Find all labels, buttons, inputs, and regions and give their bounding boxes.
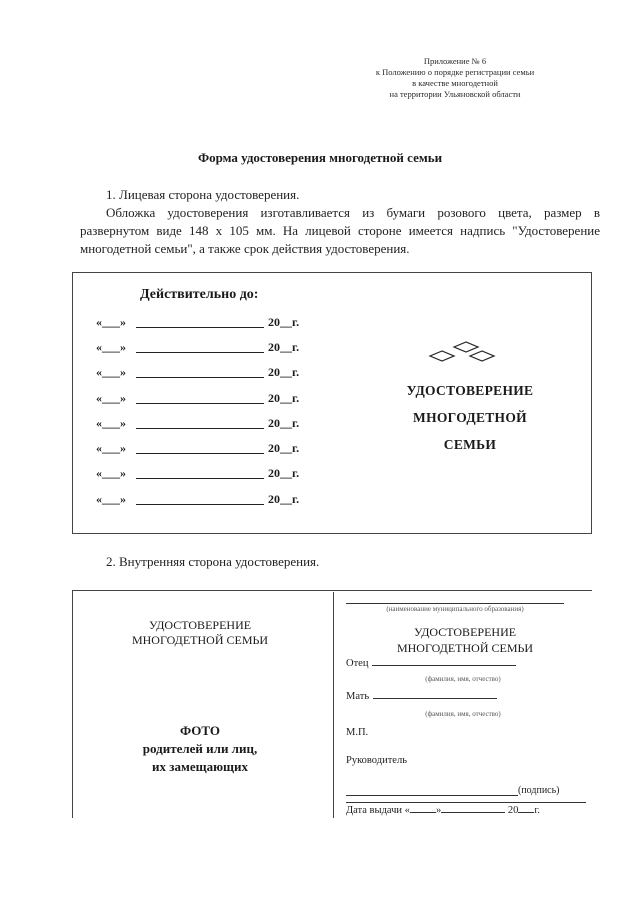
diamond-ornament-icon [420,340,500,370]
appendix-line: к Положению о порядке регистрации семьи [375,67,535,77]
mother-line [373,690,497,699]
inner-right-title-line: УДОСТОВЕРЕНИЕ [413,625,517,639]
cover-title-line: УДОСТОВЕРЕНИЕ [406,383,534,398]
validity-day: «___» [96,365,126,379]
inner-left-title-line: УДОСТОВЕРЕНИЕ [148,618,252,632]
appendix-line: Приложение № 6 [423,56,487,66]
document-title: Форма удостоверения многодетной семьи [197,150,443,165]
issue-date-field [346,804,540,816]
validity-month-line [136,417,264,429]
validity-year: 20__г. [268,365,300,379]
validity-year: 20__г. [268,466,300,480]
cover-title-line: СЕМЬИ [443,437,497,452]
photo-placeholder [100,722,300,776]
photo-caption: родителей или лиц, [142,741,258,756]
validity-row [96,492,316,507]
validity-row [96,466,316,481]
validity-month-line [136,493,264,505]
validity-row [96,441,316,456]
appendix-line: в качестве многодетной [412,78,498,88]
section-2-heading: 2. Внутренняя сторона удостоверения. [106,554,320,569]
validity-day: «___» [96,340,126,354]
signature-line [346,795,518,796]
validity-month-line [136,341,264,353]
signature-hint: (подпись) [518,785,560,796]
inner-divider [333,592,334,818]
validity-year: 20__г. [268,492,300,506]
validity-row [96,416,316,431]
validity-year: 20__г. [268,416,300,430]
issue-date-quote: » [435,805,442,816]
inner-right-title-line: МНОГОДЕТНОЙ СЕМЬИ [396,641,534,655]
issue-year-prefix: 20 [507,805,519,816]
inner-left-title-line: МНОГОДЕТНОЙ СЕМЬИ [131,633,269,647]
validity-row [96,391,316,406]
municipality-line [346,603,564,604]
validity-year: 20__г. [268,315,300,329]
cover-title-line: МНОГОДЕТНОЙ [413,410,527,425]
stamp-label: М.П. [346,727,369,738]
inner-right-title [360,624,570,656]
validity-month-line [136,442,264,454]
validity-day: «___» [96,391,126,405]
inner-left-title [100,618,300,648]
head-label: Руководитель [346,755,407,766]
valid-until-label: Действительно до: [140,287,259,302]
validity-day: «___» [96,416,126,430]
section-1 [80,186,600,258]
validity-day: «___» [96,466,126,480]
cover-title [380,377,560,458]
validity-month-line [136,316,264,328]
validity-day: «___» [96,492,126,506]
issued-top-line [346,802,586,803]
validity-month-line [136,366,264,378]
issue-day-line [410,804,436,813]
validity-day: «___» [96,315,126,329]
validity-year: 20__г. [268,441,300,455]
issue-month-line [441,804,505,813]
father-field [346,657,516,669]
appendix-line: на территории Ульяновской области [389,89,521,99]
validity-row [96,365,316,380]
section-1-heading: 1. Лицевая сторона удостоверения. [106,187,300,202]
validity-year: 20__г. [268,391,300,405]
issue-date-label: Дата выдачи « [346,805,410,816]
photo-caption: их замещающих [152,759,248,774]
mother-name-hint: (фамилия, имя, отчество) [425,710,501,718]
validity-day: «___» [96,441,126,455]
validity-month-line [136,467,264,479]
issue-year-suffix: г. [534,805,541,816]
mother-field [346,690,497,702]
father-line [372,657,516,666]
validity-year: 20__г. [268,340,300,354]
father-name-hint: (фамилия, имя, отчество) [425,675,501,683]
municipality-hint: (наименование муниципального образования) [386,605,524,613]
mother-label: Мать [346,691,370,702]
validity-row [96,315,316,330]
section-1-body: Обложка удостоверения изготавливается из бумаги розового цвета, размер в развернутом виде 148 х 105 мм. На лицевой стороне имеется надпись "Удостоверение многодетной семьи", а также срок действия удостоверения. [80,205,600,256]
appendix-header [330,56,580,100]
issue-year-line [518,804,534,813]
validity-month-line [136,392,264,404]
father-label: Отец [346,658,369,669]
photo-label: ФОТО [179,723,221,738]
validity-row [96,340,316,355]
